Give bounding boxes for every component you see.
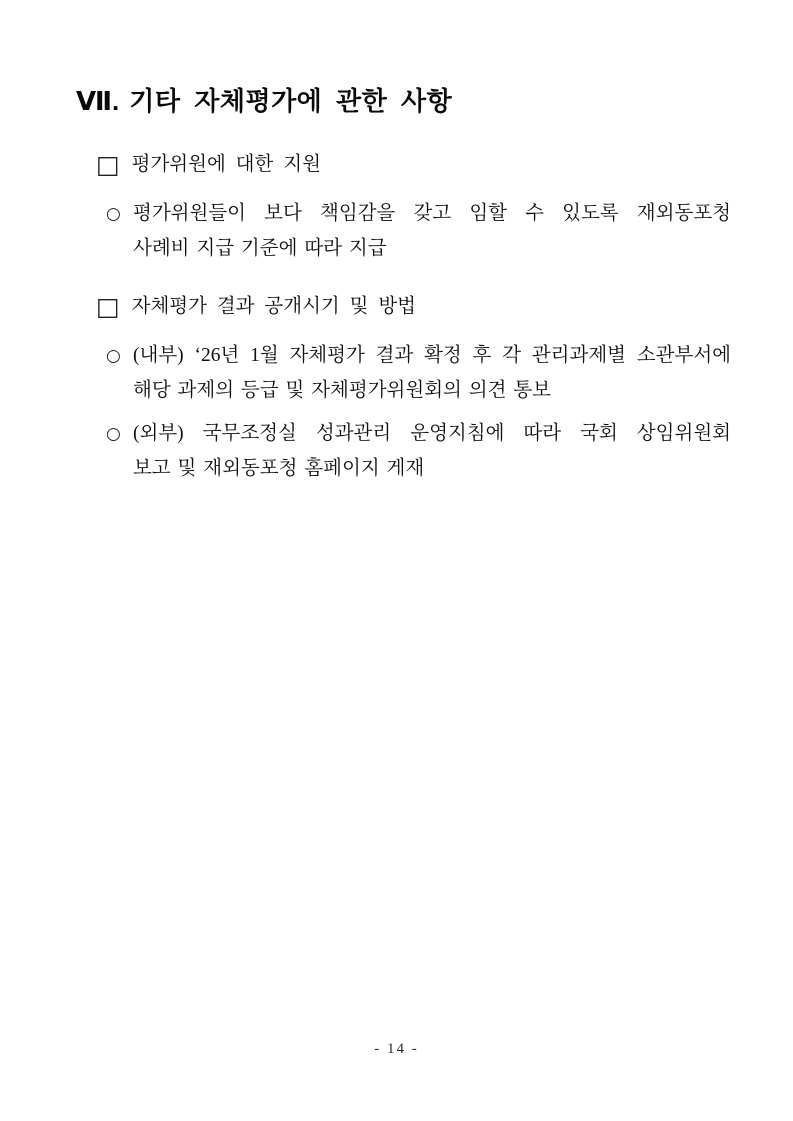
bullet-line: 보고 및 재외동포청 홈페이지 게재 <box>133 458 425 479</box>
bullet-internal-disclosure <box>106 338 731 408</box>
bullet-line: 사례비 지급 기준에 따라 지급 <box>133 238 387 259</box>
section-header-result-disclosure: □ 자체평가 결과 공개시기 및 방법 <box>96 292 417 321</box>
section-header-label: 평가위원에 대한 지원 <box>131 154 321 175</box>
bullet-line: (내부) ‘26년 1월 자체평가 결과 확정 후 각 관리과제별 소관부서에 <box>133 345 731 366</box>
page-number: - 14 - <box>374 1041 419 1057</box>
page-title <box>76 86 452 116</box>
section-numeral: Ⅶ. <box>76 86 120 116</box>
section-header-label: 자체평가 결과 공개시기 및 방법 <box>131 296 417 317</box>
bullet-external-disclosure <box>106 416 731 486</box>
bullet-evaluator-payment <box>106 196 731 266</box>
section-header-evaluator-support: □ 평가위원에 대한 지원 <box>96 150 321 179</box>
section-title-text: 기타 자체평가에 관한 사항 <box>129 86 453 116</box>
circle-bullet-icon: ○ <box>106 424 121 444</box>
bullet-line: 해당 과제의 등급 및 자체평가위원회의 의견 통보 <box>133 380 551 401</box>
circle-bullet-icon: ○ <box>106 204 121 224</box>
bullet-line: 평가위원들이 보다 책임감을 갖고 임할 수 있도록 재외동포청 <box>133 203 731 224</box>
circle-bullet-icon: ○ <box>106 346 121 366</box>
bullet-line: (외부) 국무조정실 성과관리 운영지침에 따라 국회 상임위원회 <box>133 423 731 444</box>
